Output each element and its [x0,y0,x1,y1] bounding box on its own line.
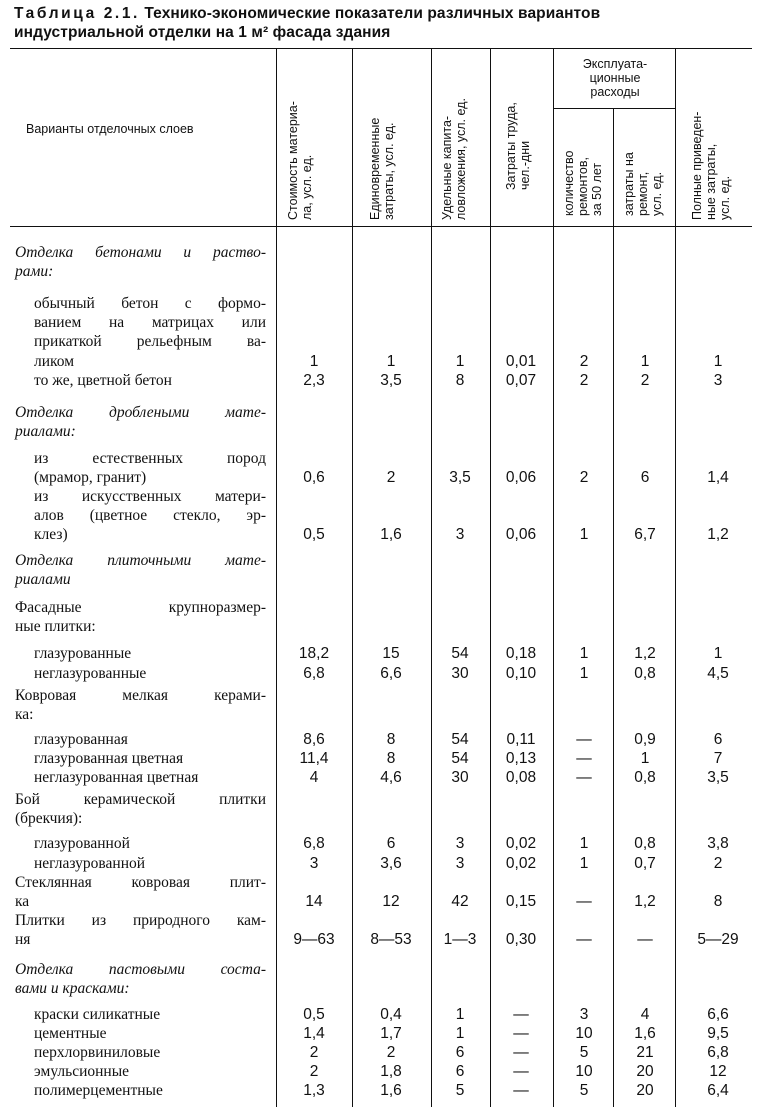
table-cell: 1,3 [303,1082,325,1099]
table-cell: 12 [382,893,400,911]
table-cell: 3,6 [380,855,402,872]
row-label-line: ликом [34,352,75,370]
table-cell: 0,7 [634,855,656,872]
table-cell: 0,30 [505,931,537,949]
section-heading-line: риалами [15,571,71,589]
table-cell: 8 [386,750,396,767]
table-cell: 3,5 [380,372,402,389]
table-cell: 3 [579,1006,589,1023]
table-cell: 1 [713,352,723,370]
table-cell: 2,3 [303,372,325,389]
table-cell: 1,6 [380,526,402,544]
table-cell: 4,5 [707,665,729,682]
row-label-line: ные плитки: [15,618,96,636]
table-cell: 11,4 [299,750,329,767]
table-cell: 6 [713,731,723,748]
table-cell: 2 [713,855,723,872]
table-cell: 20 [636,1063,654,1080]
table-cell: 1,8 [380,1063,402,1080]
table-cell: 30 [451,769,469,786]
table-cell: 6 [640,469,650,487]
row-label-line: Стеклянная ковровая плит- [15,874,266,891]
table-cell: 30 [451,665,469,682]
table-cell: — [513,1082,529,1099]
table-cell: 0,02 [505,835,537,852]
col-header-repairs-count: количество ремонтов, за 50 лет [562,150,604,216]
table-cell: 2 [640,372,650,389]
table-cell: 1,2 [634,893,656,911]
table-cell: — [576,750,592,767]
table-cell: 18,2 [298,645,330,662]
table-cell: 6,8 [303,835,325,852]
table-cell: 8,6 [303,731,325,748]
table-cell: 14 [305,893,323,911]
table-cell: 3 [455,526,465,544]
table-cell: 6,6 [707,1006,729,1023]
table-cell: 0,01 [505,352,537,370]
col-header-one-time-costs: Единовременные затраты, усл. ед. [368,117,396,220]
table-cell: 0,8 [634,665,656,682]
table-cell: 1 [579,855,589,872]
table-cell: 1 [579,835,589,852]
table-cell: 0,13 [505,750,537,767]
row-label-line: неглазурованной [34,855,146,872]
table-cell: 6,7 [634,526,656,544]
table-cell: 1,4 [303,1025,325,1042]
row-label-line: то же, цветной бетон [34,372,172,389]
table-cell: 1 [455,352,465,370]
table-cell: 3 [455,835,465,852]
col-rule-2 [352,49,353,1107]
table-cell: 8—53 [370,931,412,949]
table-cell: 8 [386,731,396,748]
table-cell: 1,4 [707,469,729,487]
row-label-line: Плитки из природного кам- [15,912,266,929]
table-cell: 1 [386,352,396,370]
table-cell: 0,06 [505,469,537,487]
row-label-line: ка: [15,706,34,724]
table-cell: 0,18 [505,645,537,662]
table-cell: 0,8 [634,835,656,852]
col-header-total-costs: Полные приведен- ные затраты, усл. ед. [690,111,732,220]
col-rule-1 [276,49,277,1107]
table-cell: 42 [451,893,469,911]
col-header-repair-costs: затраты на ремонт, усл. ед. [622,152,664,216]
table-cell: — [513,1006,529,1023]
row-label-line: эмульсионные [34,1063,130,1080]
table-cell: 2 [579,372,589,389]
row-label-line: обычный бетон с формо- [34,295,266,312]
table-cell: — [576,931,592,949]
table-cell: 4 [640,1006,650,1023]
table-cell: 54 [451,645,469,662]
row-label-line: из естественных пород [34,450,266,467]
table-cell: 2 [579,469,589,487]
row-label-line: цементные [34,1025,107,1042]
table-cell: — [576,769,592,786]
row-label-line: Бой керамической плитки [15,791,266,808]
variants-header: Варианты отделочных слоев [26,122,194,136]
table-cell: 8 [713,893,723,911]
table-cell: 9,5 [707,1025,729,1042]
row-label-line: глазурованные [34,645,132,662]
table-cell: 0,02 [505,855,537,872]
table-cell: 0,5 [303,1006,325,1023]
table-cell: — [513,1044,529,1061]
row-label-line: прикаткой рельефным ва- [34,333,266,351]
table-cell: 1,6 [634,1025,656,1042]
table-cell: 1 [455,1025,465,1042]
header-bottom-rule [10,226,752,227]
table-cell: 0,11 [506,731,536,748]
table-cell: 0,5 [303,526,325,544]
table-cell: 15 [382,645,400,662]
table-cell: 3 [309,855,319,872]
table-cell: — [637,931,653,949]
table-cell: 1 [713,645,723,662]
table-cell: 0,9 [634,731,656,748]
table-cell: 1,2 [634,645,656,662]
row-label-line: неглазурованные [34,665,147,682]
row-label-line: полимерцементные [34,1082,163,1099]
table-cell: 3,5 [707,769,729,786]
table-cell: 6,8 [707,1044,729,1061]
col-rule-6 [613,109,614,1107]
table-cell: 1 [640,750,650,767]
table-cell: — [576,731,592,748]
table-cell: 1,7 [380,1025,402,1042]
table-cell: 6 [455,1044,465,1061]
section-heading-line: Отделка бетонами и раство- [15,244,266,261]
section-heading-line: вами и красками: [15,980,130,998]
table-cell: 3 [713,372,723,389]
table-cell: 1,6 [380,1082,402,1099]
row-label-line: клез) [34,526,68,544]
row-label-line: (брекчия): [15,810,83,828]
table-cell: 1—3 [443,931,477,949]
table-cell: 0,08 [505,769,537,786]
group-header-operating-costs: Эксплуата- ционные расходы [582,57,648,99]
section-heading-line: Отделка дроблеными мате- [15,404,266,421]
row-label-line: глазурованная [34,731,128,748]
table-cell: 4 [309,769,319,786]
table-cell: 0,4 [380,1006,402,1023]
table-cell: 21 [636,1044,654,1061]
table-cell: 6,8 [303,665,325,682]
table-cell: — [513,1063,529,1080]
table-cell: 6,4 [707,1082,729,1099]
table-cell: 0,10 [505,665,537,682]
section-heading-line: Отделка плиточными мате- [15,552,266,569]
table-cell: 7 [713,750,723,767]
table-cell: 1,2 [707,526,729,544]
section-heading-line: Отделка пастовыми соста- [15,961,266,978]
table-cell: 1 [579,645,589,662]
table-cell: 0,15 [505,893,537,911]
row-label-line: ня [15,931,31,949]
table-cell: 3 [455,855,465,872]
table-cell: 2 [386,1044,396,1061]
table-cell: 1 [455,1006,465,1023]
caption-line-2: индустриальной отделки на 1 м² фасада здания [14,24,391,41]
row-label-line: ванием на матрицах или [34,314,266,332]
table-cell: 8 [455,372,465,389]
table-cell: 10 [575,1063,593,1080]
row-label-line: (мрамор, гранит) [34,469,147,487]
section-heading-line: рами: [15,263,54,281]
col-header-material-cost: Стоимость материа- ла, усл. ед. [286,101,314,220]
table-cell: — [513,1025,529,1042]
table-cell: 1 [579,665,589,682]
table-number: Таблица 2.1. [14,5,140,22]
table-cell: 0,6 [303,469,325,487]
table-cell: 1 [309,352,319,370]
table-cell: 6 [455,1063,465,1080]
row-label-line: глазурованная цветная [34,750,184,767]
table-cell: 12 [709,1063,727,1080]
row-label-line: алов (цветное стекло, эр- [34,507,266,525]
row-label-line: ка [15,893,30,911]
table-cell: 5 [579,1044,589,1061]
table-cell: 2 [309,1063,319,1080]
table-cell: 5 [579,1082,589,1099]
table-cell: 2 [579,352,589,370]
table-cell: 0,8 [634,769,656,786]
row-label-line: краски силикатные [34,1006,161,1023]
row-label-line: Ковровая мелкая керами- [15,687,266,704]
row-label-line: глазурованной [34,835,130,852]
table-cell: 5—29 [697,931,739,949]
caption-line-1: Технико-экономические показатели различных вариантов [144,5,601,22]
row-label-line: перхлорвиниловые [34,1044,161,1061]
table-cell: 54 [451,731,469,748]
col-header-labor: Затраты труда, чел.-дни [504,102,532,190]
section-heading-line: риалами: [15,423,76,441]
table-cell: 9—63 [293,931,335,949]
table-cell: 54 [451,750,469,767]
table-cell: 10 [575,1025,593,1042]
table-cell: 0,06 [505,526,537,544]
row-label-line: неглазурованная цветная [34,769,199,786]
table-cell: 3,8 [707,835,729,852]
table-cell: 3,5 [449,469,471,487]
table-cell: — [576,893,592,911]
col-header-capital-investment: Удельные капита- ловложения, усл. ед. [440,98,468,220]
table-cell: 2 [386,469,396,487]
table-cell: 20 [636,1082,654,1099]
row-label-line: Фасадные крупноразмер- [15,599,266,616]
table-cell: 4,6 [380,769,402,786]
table-cell: 5 [455,1082,465,1099]
table-cell: 1 [640,352,650,370]
table-cell: 1 [579,526,589,544]
table-cell: 0,07 [505,372,537,389]
table-cell: 6,6 [380,665,402,682]
row-label-line: из искусственных матери- [34,488,266,505]
table-cell: 2 [309,1044,319,1061]
table-cell: 6 [386,835,396,852]
